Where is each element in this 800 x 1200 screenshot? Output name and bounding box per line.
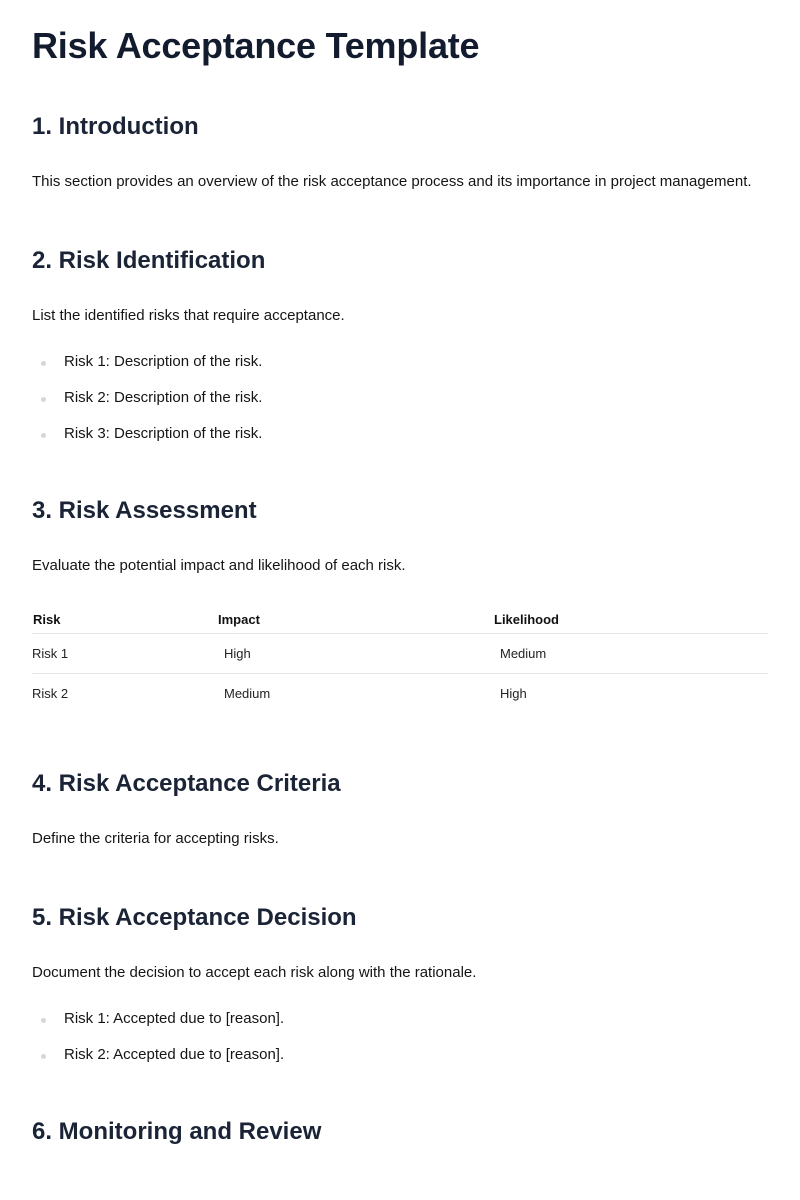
column-header-likelihood: Likelihood xyxy=(493,604,768,634)
list-item: Risk 2: Description of the risk. xyxy=(32,386,768,410)
section-body-risk-assessment: Evaluate the potential impact and likelihood of each risk. xyxy=(32,557,406,574)
list-item: Risk 3: Description of the risk. xyxy=(32,422,768,446)
section-heading-risk-identification: 2. Risk Identification xyxy=(32,247,266,274)
list-item: Risk 2: Accepted due to [reason]. xyxy=(32,1043,768,1067)
table-row xyxy=(32,634,768,674)
risk-decision-list xyxy=(32,1007,768,1067)
section-heading-monitoring-and-review: 6. Monitoring and Review xyxy=(32,1118,322,1145)
table-cell-risk: Risk 2 xyxy=(32,686,69,701)
section-body-risk-acceptance-decision: Document the decision to accept each risk along with the rationale. xyxy=(32,964,477,981)
section-body-risk-acceptance-criteria: Define the criteria for accepting risks. xyxy=(32,830,279,847)
column-header-risk: Risk xyxy=(32,604,217,634)
column-header-impact: Impact xyxy=(217,604,493,634)
section-heading-risk-acceptance-decision: 5. Risk Acceptance Decision xyxy=(32,904,357,931)
table-row xyxy=(32,674,768,714)
section-body-introduction: This section provides an overview of the risk acceptance process and its importance in project management. xyxy=(32,173,752,190)
page-title: Risk Acceptance Template xyxy=(32,25,480,66)
section-heading-risk-acceptance-criteria: 4. Risk Acceptance Criteria xyxy=(32,770,341,797)
list-item: Risk 1: Description of the risk. xyxy=(32,350,768,374)
table-cell-impact: High xyxy=(217,634,493,674)
section-heading-risk-assessment: 3. Risk Assessment xyxy=(32,497,257,524)
table-header-row xyxy=(32,604,768,634)
risk-identification-list xyxy=(32,350,768,446)
table-cell-likelihood: High xyxy=(500,686,527,701)
risk-assessment-table xyxy=(32,604,768,713)
list-item: Risk 1: Accepted due to [reason]. xyxy=(32,1007,768,1031)
section-heading-introduction: 1. Introduction xyxy=(32,113,199,140)
table-cell-likelihood: Medium xyxy=(493,634,768,674)
table-cell-impact: Medium xyxy=(224,686,271,701)
section-body-risk-identification: List the identified risks that require acceptance. xyxy=(32,307,345,324)
table-cell-risk: Risk 1 xyxy=(32,634,217,674)
